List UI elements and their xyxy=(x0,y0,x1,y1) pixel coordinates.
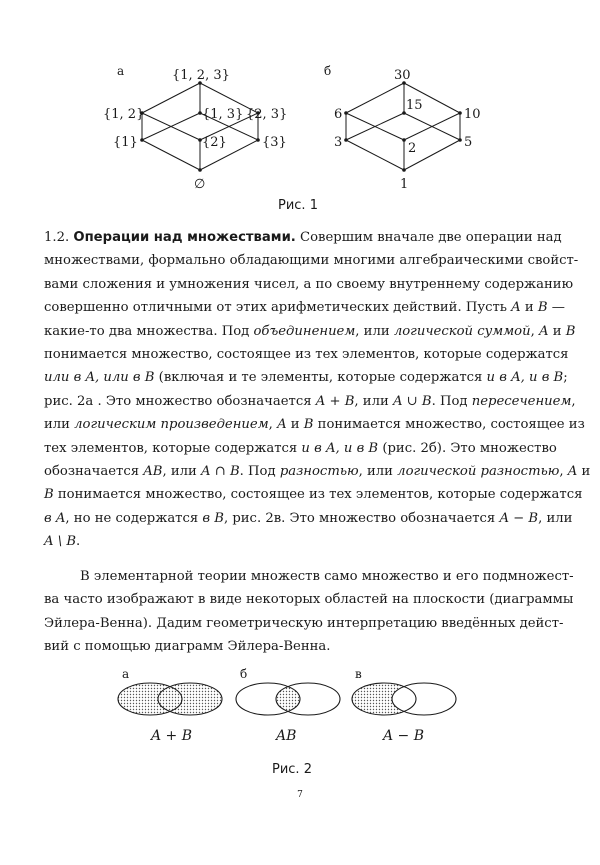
text-run: и xyxy=(548,323,566,339)
text-run: , xyxy=(559,464,568,480)
venn-difference xyxy=(352,683,456,715)
vertex-empty: ∅ xyxy=(194,177,206,192)
text-run: , или xyxy=(354,393,393,409)
vertex-3b: 3 xyxy=(334,135,343,150)
text-run: — xyxy=(547,300,565,316)
vertex-12: {1, 2} xyxy=(103,107,145,122)
text-run: разностью xyxy=(279,464,359,480)
fig1-b-label: б xyxy=(324,64,332,78)
fig2-a-label: а xyxy=(122,667,130,681)
paragraph-venn-intro xyxy=(44,565,574,659)
vertex-6: 6 xyxy=(334,107,343,122)
text-line xyxy=(44,437,556,460)
text-run: A xyxy=(511,300,521,316)
page-number: 7 xyxy=(297,790,303,800)
text-line xyxy=(44,390,576,413)
text-run: понимается множество, состоящее из xyxy=(313,417,585,433)
text-run: пересечением xyxy=(471,393,572,409)
text-run: AB xyxy=(143,464,163,480)
text-run: , но не содержатся xyxy=(65,510,203,526)
text-run: вами сложения и умножения чисел, а по своему внутреннему содержанию xyxy=(44,276,574,292)
vertex-10: 10 xyxy=(464,107,481,122)
text-run: В элементарной теории множеств само множество и его подмножест- xyxy=(80,569,574,584)
vertex-30: 30 xyxy=(394,68,411,83)
text-run: логической разностью xyxy=(397,464,560,480)
text-line xyxy=(44,343,569,366)
vertex-3: {3} xyxy=(262,135,287,150)
text-line xyxy=(44,320,576,343)
text-run: , или xyxy=(355,323,394,339)
vertex-1b: 1 xyxy=(400,177,409,192)
text-line xyxy=(44,483,583,506)
text-run: B xyxy=(565,323,576,339)
text-run: понимается множество, состоящее из тех элементов, которые содержатся xyxy=(44,347,569,363)
text-run: B xyxy=(303,417,314,433)
vertex-5: 5 xyxy=(464,135,473,150)
text-line xyxy=(44,565,574,588)
text-run: множествами, формально обладающими многими алгебраическими свойст- xyxy=(44,253,579,269)
fig2-c-label: в xyxy=(355,667,362,681)
figure1-caption: Рис. 1 xyxy=(278,198,318,213)
text-run: , рис. 2в. Это множество обозначается xyxy=(223,510,500,526)
text-run: (включая и те элементы, которые содержатся xyxy=(154,370,487,386)
text-run: и в A, и в B xyxy=(486,370,564,386)
text-run: и в A, и в B xyxy=(301,440,379,456)
text-run: Эйлера-Венна). Дадим геометрическую интерпретацию введённых дейст- xyxy=(44,615,564,631)
text-run: , xyxy=(268,417,278,433)
text-run: ва часто изображают в виде некоторых областей на плоскости (диаграммы xyxy=(44,592,574,608)
venn-diagrams xyxy=(0,660,600,730)
text-run: или xyxy=(44,417,75,433)
text-line xyxy=(44,249,579,272)
fig1-a-label: а xyxy=(117,64,125,78)
lattice-dots xyxy=(140,81,462,172)
venn-b-caption: AB xyxy=(276,728,297,744)
venn-a-caption: A + B xyxy=(151,728,193,744)
text-line xyxy=(44,366,568,389)
text-run: B xyxy=(44,487,54,503)
text-line xyxy=(44,460,591,483)
text-line xyxy=(44,635,556,658)
text-line xyxy=(44,273,574,296)
venn-c-caption: A − B xyxy=(383,728,425,744)
text-run: и xyxy=(286,417,304,433)
text-run: , или xyxy=(538,510,573,526)
figure1-lattices xyxy=(0,0,600,200)
vertex-13: {1, 3} xyxy=(202,107,244,122)
text-line xyxy=(44,507,573,530)
vertex-1: {1} xyxy=(113,135,138,150)
text-line xyxy=(44,296,565,319)
text-run: в A xyxy=(44,510,66,526)
text-run: 1.2. xyxy=(44,230,74,245)
text-run: Операции над множествами. xyxy=(73,230,296,245)
figure2-caption: Рис. 2 xyxy=(272,762,312,777)
text-line xyxy=(44,612,564,635)
text-run: A ∪ B xyxy=(392,393,432,409)
text-run: вий с помощью диаграмм Эйлера-Венна. xyxy=(44,639,331,655)
text-run: . xyxy=(76,534,81,550)
text-run: Совершим вначале две операции над xyxy=(295,230,562,245)
text-run: B xyxy=(537,300,548,316)
text-run: A xyxy=(277,417,287,433)
lattice-a-edges xyxy=(142,83,258,170)
text-run: логической суммой xyxy=(393,323,531,339)
text-run: , или xyxy=(358,464,398,480)
text-line xyxy=(44,588,574,611)
text-run: A ∩ B xyxy=(201,464,240,480)
paragraph-operations xyxy=(44,226,591,554)
text-run: A \ B xyxy=(44,534,77,550)
text-run: понимается множество, состоящее из тех элементов, которые содержатся xyxy=(53,487,583,503)
vertex-2: {2} xyxy=(202,135,227,150)
text-run: . Под xyxy=(431,393,472,409)
text-run: совершенно отличными от этих арифметических действий. Пусть xyxy=(44,300,512,316)
text-run: или в A, или в B xyxy=(44,370,155,386)
text-run: рис. 2а . Это множество обозначается xyxy=(44,393,316,409)
lattice-b-edges xyxy=(346,83,460,170)
text-run: . Под xyxy=(239,464,280,480)
text-run: ; xyxy=(563,370,568,386)
text-run: тех элементов, которые содержатся xyxy=(44,440,302,456)
text-run: A − B xyxy=(499,510,539,526)
text-run: A xyxy=(567,464,578,480)
text-run: , xyxy=(530,323,539,339)
text-run: A xyxy=(538,323,549,339)
vertex-15: 15 xyxy=(406,98,423,113)
text-line xyxy=(44,413,585,436)
text-run: и xyxy=(577,464,591,480)
text-run: и xyxy=(520,300,538,316)
vertex-top-a: {1, 2, 3} xyxy=(172,68,230,83)
venn-union xyxy=(118,683,222,715)
venn-intersection xyxy=(236,683,340,715)
text-line xyxy=(44,530,556,553)
text-run: обозначается xyxy=(44,464,144,480)
text-run: , или xyxy=(162,464,202,480)
text-run: в B xyxy=(202,510,224,526)
text-run: объединением xyxy=(253,323,356,339)
text-run: (рис. 2б). Это множество xyxy=(378,440,557,456)
vertex-2b: 2 xyxy=(408,141,417,156)
text-line xyxy=(44,226,562,249)
fig2-b-label: б xyxy=(240,667,248,681)
text-run: какие-то два множества. Под xyxy=(44,323,254,339)
text-run: A + B xyxy=(315,393,355,409)
text-run: логическим произведением xyxy=(74,417,269,433)
text-run: , xyxy=(571,393,576,409)
vertex-23: {2, 3} xyxy=(246,107,288,122)
